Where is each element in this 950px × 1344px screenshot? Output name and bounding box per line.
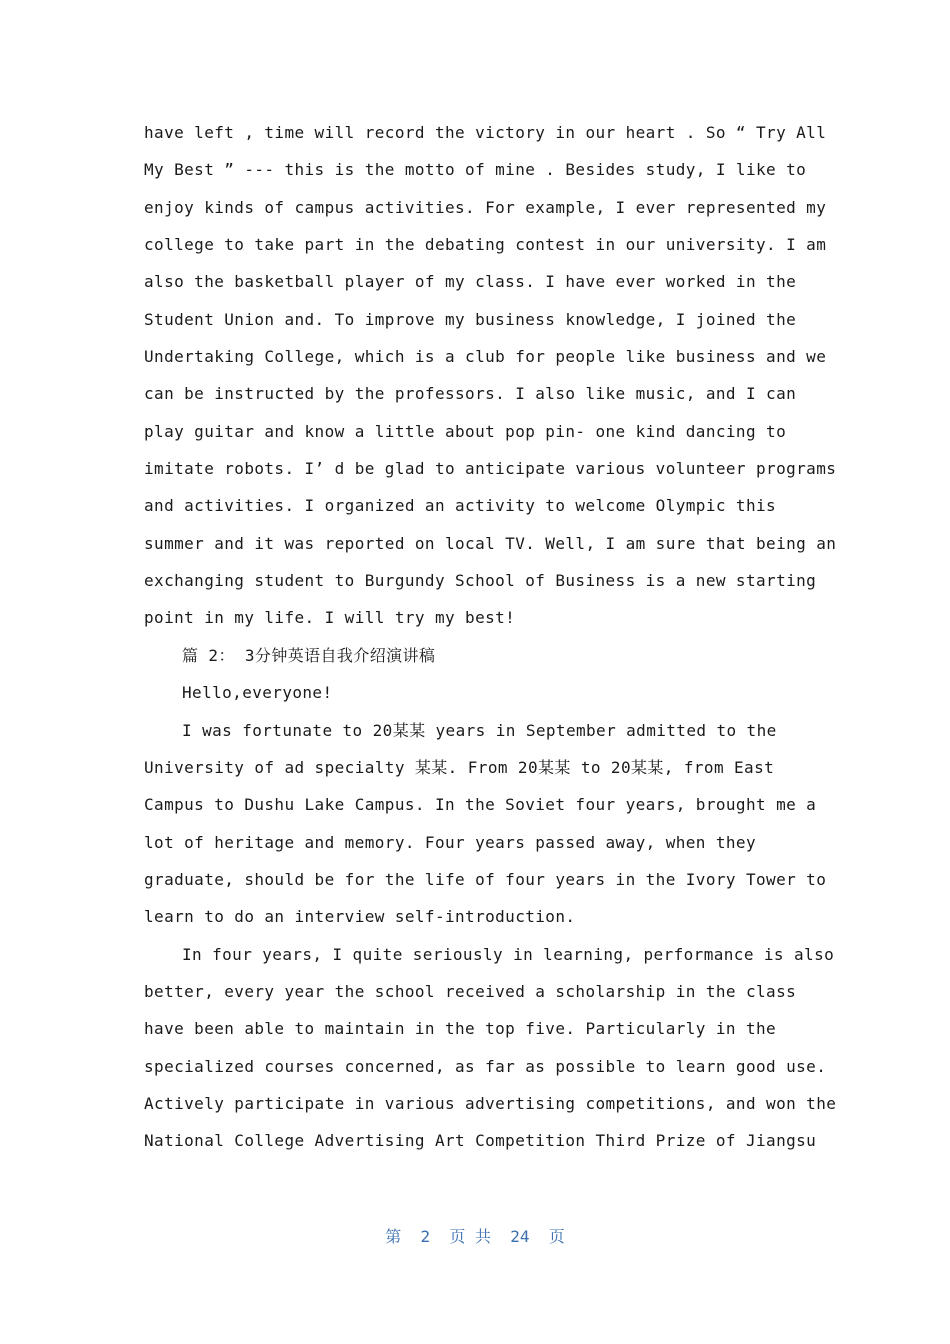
text-line: college to take part in the debating contest in our university. I am	[144, 235, 827, 255]
paragraph-start-line: In four years, I quite seriously in learning, performance is also	[182, 944, 835, 964]
text-line: lot of heritage and memory. Four years passed away, when they	[144, 832, 757, 852]
paragraph-start-line: I was fortunate to 20某某 years in September admitted to the	[182, 720, 777, 740]
text-line: University of ad specialty 某某. From 20某某 to 20某某, from East	[144, 757, 775, 777]
text-line: have left , time will record the victory in our heart . So “ Try All	[144, 123, 827, 142]
text-line: point in my life. I will try my best!	[144, 608, 516, 628]
text-line: exchanging student to Burgundy School of Business is a new starting	[144, 571, 817, 591]
text-line: specialized courses concerned, as far as possible to learn good use.	[144, 1056, 827, 1076]
text-line: imitate robots. I’ d be glad to anticipate various volunteer programs	[144, 459, 837, 479]
document-body	[144, 114, 837, 1160]
text-line: better, every year the school received a scholarship in the class	[144, 981, 797, 1001]
text-line: and activities. I organized an activity to welcome Olympic this	[144, 496, 777, 516]
text-line: National College Advertising Art Competition Third Prize of Jiangsu	[144, 1131, 817, 1151]
text-line: also the basketball player of my class. I have ever worked in the	[144, 272, 797, 292]
greeting-line: Hello,everyone!	[182, 683, 333, 703]
text-line: have been able to maintain in the top five. Particularly in the	[144, 1019, 777, 1039]
text-line: can be instructed by the professors. I also like music, and I can	[144, 384, 797, 404]
text-line: My Best ” --- this is the motto of mine . Besides study, I like to	[144, 160, 807, 180]
text-line: summer and it was reported on local TV. Well, I am sure that being an	[144, 533, 837, 553]
page-number-footer: 第 2 页 共 24 页	[385, 1227, 565, 1246]
section-heading: 篇 2： 3分钟英语自我介绍演讲稿	[182, 645, 436, 665]
text-line: Campus to Dushu Lake Campus. In the Soviet four years, brought me a	[144, 795, 817, 815]
text-line: learn to do an interview self-introduction.	[144, 907, 576, 927]
text-line: Student Union and. To improve my business knowledge, I joined the	[144, 309, 797, 329]
text-line: play guitar and know a little about pop pin- one kind dancing to	[144, 421, 787, 441]
text-line: enjoy kinds of campus activities. For example, I ever represented my	[144, 197, 827, 217]
text-line: Actively participate in various advertising competitions, and won the	[144, 1093, 837, 1113]
text-line: Undertaking College, which is a club for people like business and we	[144, 347, 827, 367]
text-line: graduate, should be for the life of four years in the Ivory Tower to	[144, 869, 827, 889]
